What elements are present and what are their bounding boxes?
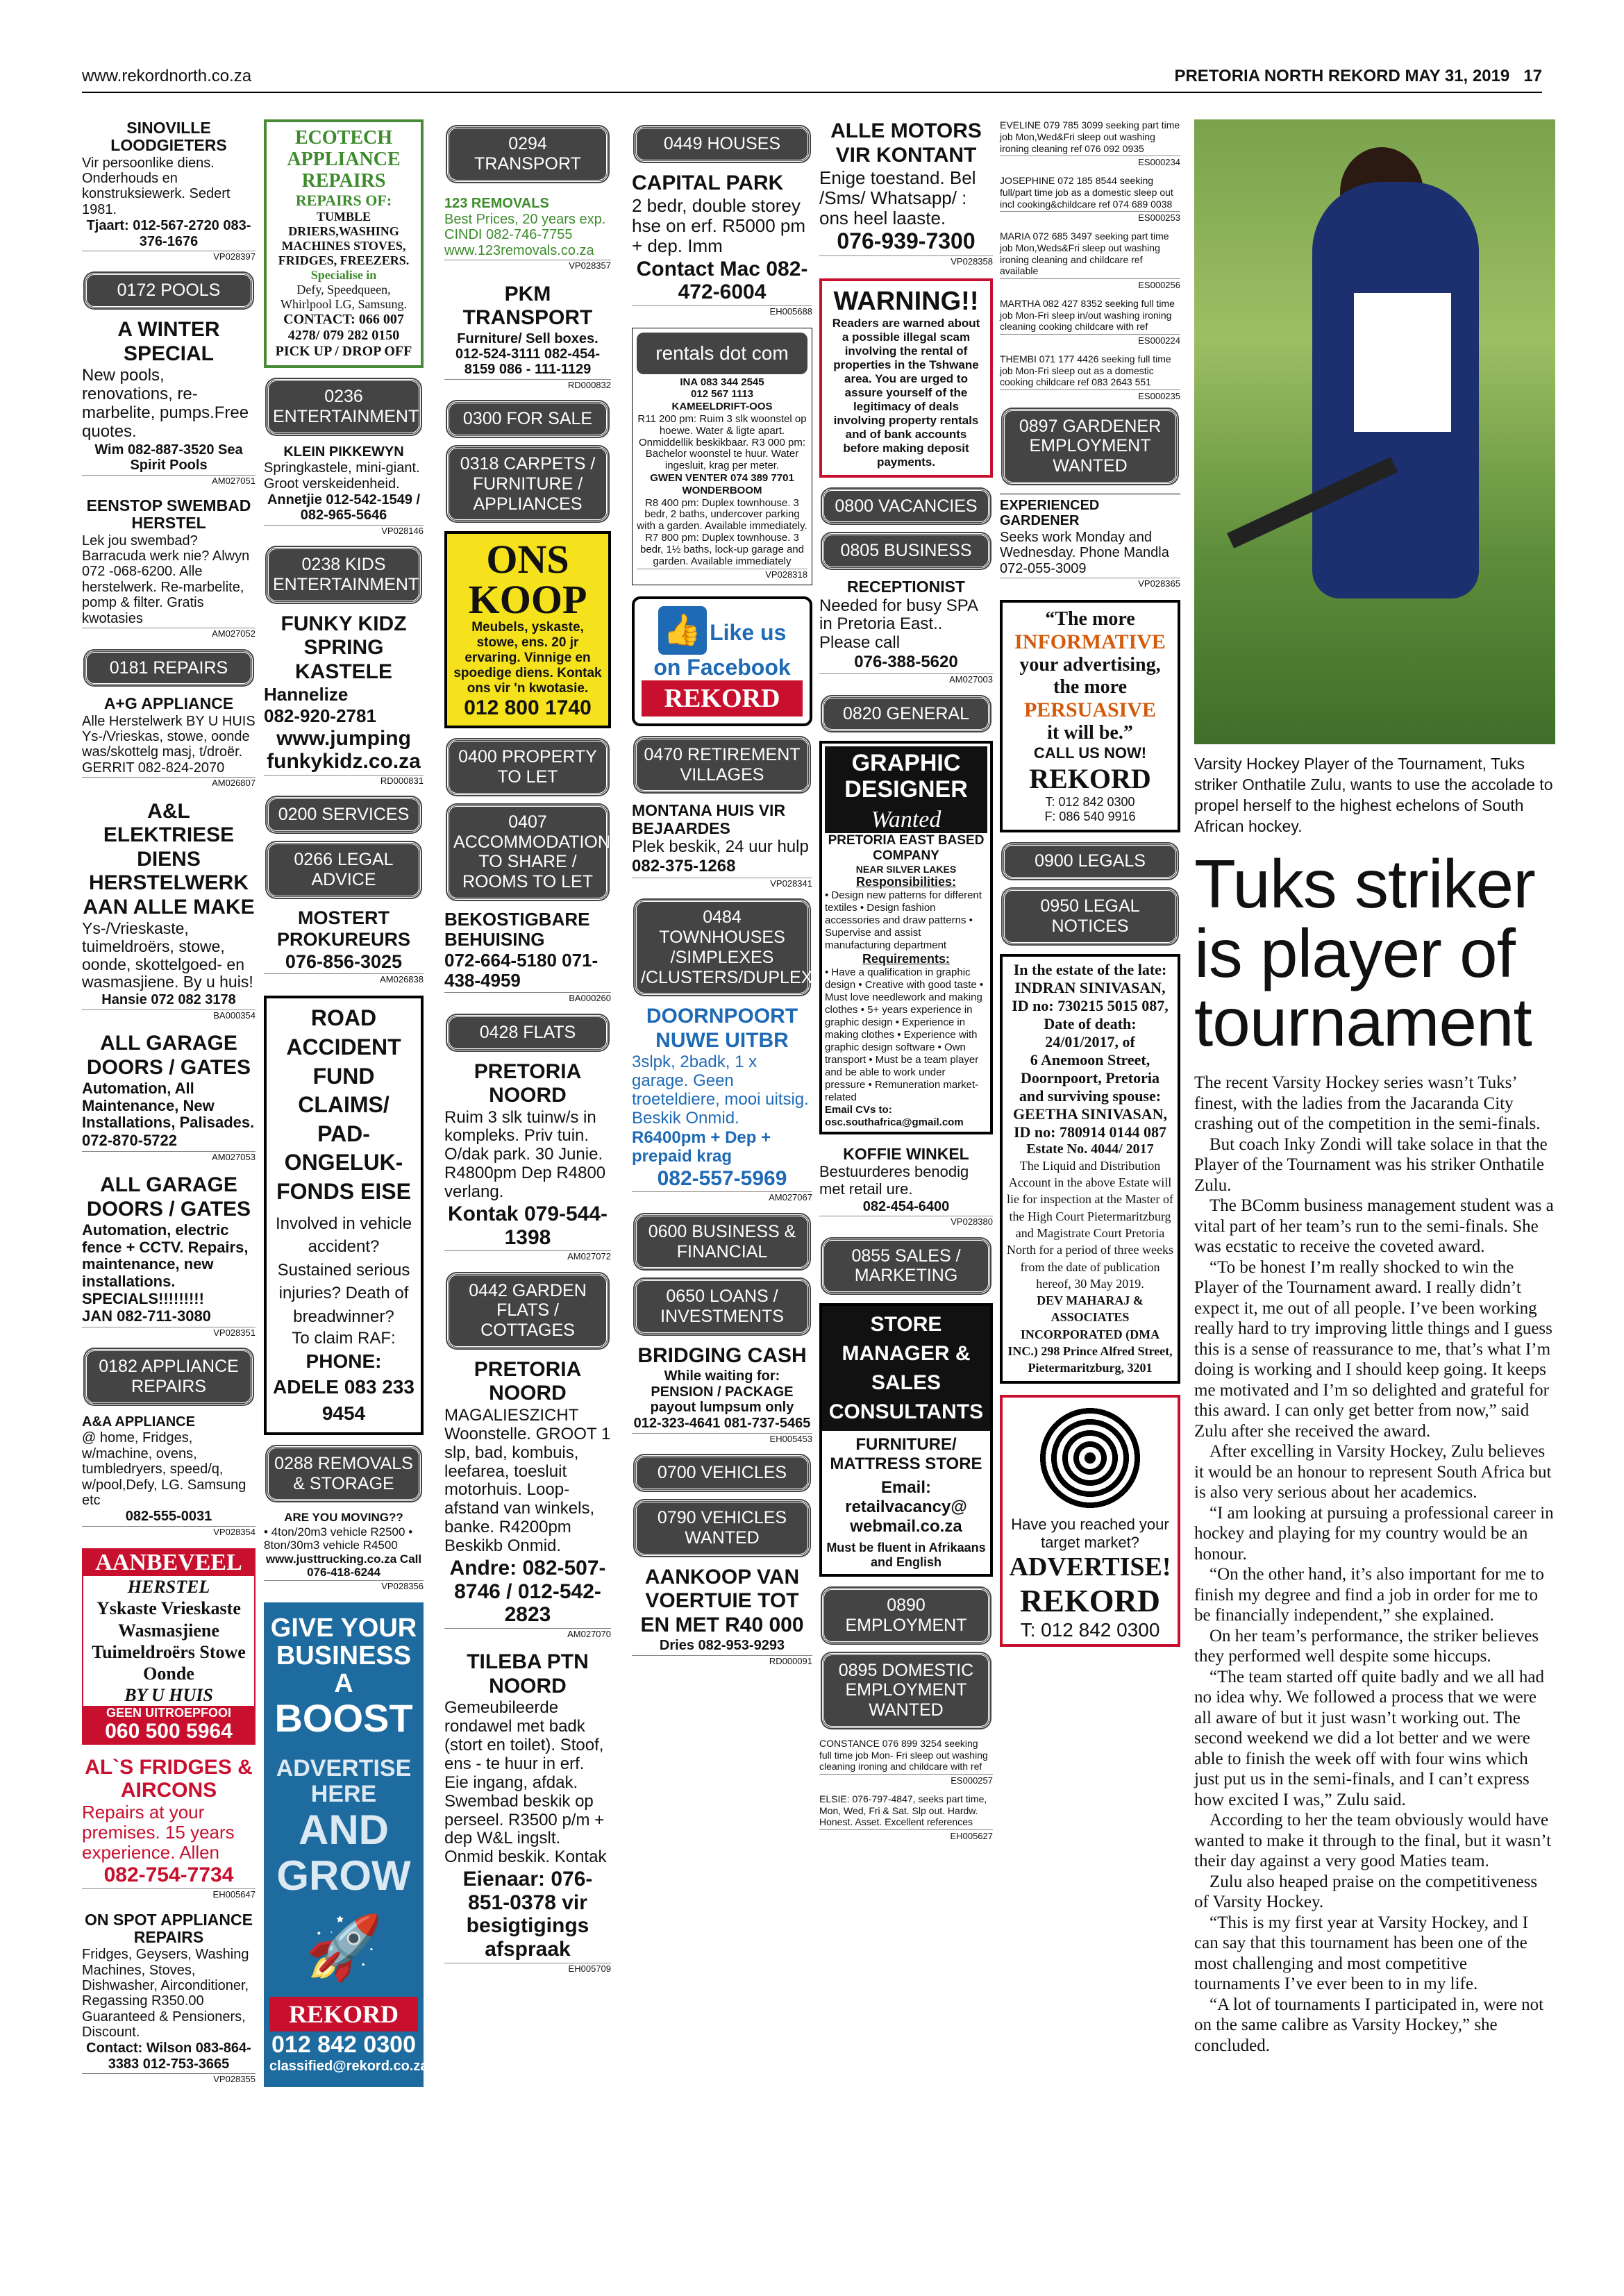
ad-als-fridges: AL`S FRIDGES & AIRCONS Repairs at your premises. 15 years experience. Allen 082-754-7734 EH005647 — [82, 1756, 256, 1900]
story-paragraph: According to her the team obviously would have wanted to make it through to the final, but it wasn’t their day against a very good Maties team. — [1194, 1811, 1552, 1871]
story-paragraph: “This is my first year at Varsity Hockey, and I can say that this tournament has been one of the most challenging and most competitive tournaments I’ve ever been to in my life. — [1194, 1913, 1528, 1994]
rentals-logo: rentals dot com — [637, 333, 807, 374]
category-general[interactable]: 0820 GENERAL — [822, 696, 990, 732]
story-paragraph: The BComm business management student was a vital part of her team’s run to the semi-finals. She was ecstatic to receive the coveted award. — [1194, 1196, 1554, 1257]
ad-garage-doors-2: ALL GARAGE DOORS / GATES Automation, electric fence + CCTV. Repairs, maintenance, new installations. SPECIALS!!!!!!!!! JAN 082-711-3080 VP028351 — [82, 1173, 256, 1338]
ad-on-spot: ON SPOT APPLIANCE REPAIRS Fridges, Geysers, Washing Machines, Stoves, Dishwasher, Airconditioner, Regassing R350.00 Guaranteed & Pensioners, Discount. Contact: Wilson 083-864-3383 012-753-3665 VP028355 — [82, 1910, 256, 2085]
ad-facebook[interactable]: 👍 Like us on Facebook REKORD — [632, 596, 812, 726]
page-number: 17 — [1523, 67, 1542, 85]
category-houses[interactable]: 0449 HOUSES — [635, 126, 810, 162]
column-6 — [1000, 119, 1180, 2240]
story-body — [1194, 1073, 1555, 2056]
story-paragraph: But coach Inky Zondi will take solace in that the Player of the Tournament was his striker Onthatile Zulu. — [1194, 1134, 1548, 1195]
masthead: PRETORIA NORTH REKORD MAY 31, 2019 17 — [1174, 67, 1542, 85]
ad-constance: CONSTANCE 076 899 3254 seeking full time job Mon- Fri sleep out washing cleaning ironing and childcare with ref ES000257 — [819, 1737, 993, 1786]
page-header — [82, 62, 1542, 90]
ad-estate-notice: In the estate of the late: INDRAN SINIVASAN, ID no: 730215 5015 087, Date of death: 24/01/2017, of 6 Anemoon Street, Doornpoort, Pretoria and surviving spouse: GEETHA SINIVASAN, ID no: 780914 0144 087 Estate No. 4044/ 2017 The Liquid and Distribution Account in the above Estate will lie for inspection at the Master of the High Court Pietermaritzburg and Magistrate Court Pretoria North for a period of three weeks from the date of publication hereof, 30 May 2019. DEV MAHARAJ & ASSOCIATES INCORPORATED (DMA INC.) 298 Prince Alfred Street, Pietermaritzburg, 3201 — [1000, 954, 1180, 1384]
story-headline: Tuks striker is player of tournament — [1194, 845, 1535, 1061]
story-paragraph: “The team started off quite badly and we all had no idea why. We followed a process that we were all aware of but it just wasn’t working out. The second weekend we did a lot better and we were able to finish the week off with four wins which just put us in the semi-finals, and I can’t express how excited I was,” Zulu said. — [1194, 1667, 1544, 1809]
category-loans[interactable]: 0650 LOANS / INVESTMENTS — [635, 1279, 810, 1334]
story-paragraph: “A lot of tournaments I participated in, were not on the same calibre as Varsity Hockey,” she concluded. — [1194, 1995, 1544, 2055]
category-flats[interactable]: 0428 FLATS — [447, 1015, 608, 1050]
category-vehicles-wanted[interactable]: 0790 VEHICLES WANTED — [635, 1500, 810, 1556]
ad-eveline: EVELINE 079 785 3099 seeking part time job Mon,Wed&Fri sleep out washing ironing cleaning ref 076 092 0935 ES000234 — [1000, 119, 1180, 168]
column-3 — [444, 119, 611, 2240]
ad-the-more: “The more INFORMATIVE your advertising, the more PERSUASIVE it will be.” CALL US NOW! REKORD T: 012 842 0300 F: 086 540 9916 — [1000, 600, 1180, 832]
category-legal-notices[interactable]: 0950 LEGAL NOTICES — [1003, 889, 1178, 944]
story-photo — [1194, 119, 1555, 744]
ad-ag-appliance: A+G APPLIANCE Alle Herstelwerk BY U HUIS Ys-/Vrieskas, stowe, oonde was/skottelg masj, t/droër. GERRIT 082-824-2070 AM026807 — [82, 694, 256, 789]
ad-mostert: MOSTERT PROKUREURS 076-856-3025 AM026838 — [264, 907, 424, 985]
category-kids-entertainment[interactable]: 0238 KIDS ENTERTAINMENT — [267, 547, 421, 603]
site-url[interactable]: www.rekordnorth.co.za — [82, 67, 252, 85]
ad-aanbeveel: AANBEVEEL HERSTEL Yskaste Vrieskaste Wasmasjiene Tuimeldroërs Stowe Oonde BY U HUIS GEEN UITROEPFOOI 060 500 5964 — [82, 1548, 256, 1745]
category-property-to-let[interactable]: 0400 PROPERTY TO LET — [447, 739, 608, 795]
category-carpets-furniture[interactable]: 0318 CARPETS / FURNITURE / APPLIANCES — [447, 446, 608, 521]
ad-aa-appliance: A&A APPLIANCE @ home, Fridges, w/machine, ovens, tumbledryers, speed/q, w/pool,Defy, LG. Samsung etc 082-555-0031 VP028354 — [82, 1414, 256, 1537]
ad-doornpoort: DOORNPOORT NUWE UITBR 3slpk, 2badk, 1 x garage. Geen troeteldiere, mooi uitsig. Beskik Onmid. R6400pm + Dep + prepaid krag 082-557-5969 AM027067 — [632, 1005, 812, 1203]
category-pools[interactable]: 0172 POOLS — [85, 273, 253, 308]
category-removals-storage[interactable]: 0288 REMOVALS & STORAGE — [267, 1446, 421, 1502]
ad-alle-motors: ALLE MOTORS VIR KONTANT Enige toestand. Bel /Sms/ Whatsapp/ : ons heel laaste. 076-939-7300 VP028358 — [819, 119, 993, 267]
ad-pretoria-noord-1: PRETORIA NOORD Ruim 3 slk tuinw/s in kompleks. Priv tuin. O/dak park. 30 Junie. R4800pm Dep R4800 verlang. Kontak 079-544-1398 AM027072 — [444, 1059, 611, 1262]
category-business[interactable]: 0805 BUSINESS — [822, 533, 990, 569]
ad-bridging-cash: BRIDGING CASH While waiting for: PENSION / PACKAGE payout lumpsum only 012-323-4641 081-737-5465 EH005453 — [632, 1344, 812, 1445]
category-sales-marketing[interactable]: 0855 SALES / MARKETING — [822, 1239, 990, 1294]
ad-receptionist: RECEPTIONIST Needed for busy SPA in Pretoria East.. Please call 076-388-5620 AM027003 — [819, 578, 993, 685]
ad-pkm: PKM TRANSPORT Furniture/ Sell boxes. 012-524-3111 082-454- 8159 086 - 111-1129 RD000832 — [444, 283, 611, 391]
category-gardener[interactable]: 0897 GARDENER EMPLOYMENT WANTED — [1003, 409, 1178, 484]
ad-garage-doors-1: ALL GARAGE DOORS / GATES Automation, All Maintenance, New Installations, Palisades. 072-870-5722 AM027053 — [82, 1032, 256, 1162]
category-legals[interactable]: 0900 LEGALS — [1003, 844, 1178, 879]
ad-road-accident-fund: ROAD ACCIDENT FUND CLAIMS/ PAD-ONGELUK-FONDS EISE Involved in vehicle accident? Sustained serious injuries? Death of breadwinner? To claim RAF: PHONE: ADELE 083 233 9454 — [264, 996, 424, 1435]
ad-bekostigbare: BEKOSTIGBARE BEHUISING 072-664-5180 071- 438-4959 BA000260 — [444, 908, 611, 1004]
ad-warning: WARNING!! Readers are warned about a possible illegal scam involving the rental of properties in the Tshwane area. You are urged to assure yourself of the legitimacy of deals involving property rentals and of bank accounts before making deposit payments. — [819, 278, 993, 478]
column-2 — [264, 119, 428, 2240]
category-employment[interactable]: 0890 EMPLOYMENT — [822, 1588, 990, 1643]
category-repairs[interactable]: 0181 REPAIRS — [85, 651, 253, 686]
column-4 — [632, 119, 836, 2240]
category-entertainment[interactable]: 0236 ENTERTAINMENT — [267, 379, 421, 435]
column-1 — [82, 119, 256, 2240]
ad-ecotech: ECOTECH APPLIANCE REPAIRS REPAIRS OF: TUMBLE DRIERS,WASHING MACHINES STOVES, FRIDGES, FREEZERS. Specialise in Defy, Speedqueen, Whirlpool LG, Samsung. CONTACT: 066 007 4278/ 079 282 0150 PICK UP / DROP OFF — [264, 119, 424, 368]
ad-are-you-moving: ARE YOU MOVING?? • 4ton/20m3 vehicle R2500 • 8ton/30m3 vehicle R4500 www.justtrucking.co.za Call 076-418-6244 VP028356 — [264, 1511, 424, 1591]
column-5 — [819, 119, 993, 2240]
ad-graphic-designer: GRAPHIC DESIGNER Wanted PRETORIA EAST BASED COMPANY NEAR SILVER LAKES Responsibilities: • Design new patterns for different textiles • Design fashion accessories and draw patterns • Supervise and assist manufacturing department Requirements: • Have a qualification in graphic design • Creative with good taste • Must love needlework and making clothes • 5+ years experience in graphic design • Experience in making clothes • Experience with graphic design software • Own transport • Must be a team player and be able to work under pressure • Remuneration market-related Email CVs to: osc.southafrica@gmail.com — [819, 741, 993, 1134]
header-rule — [82, 92, 1542, 93]
ad-gardener: EXPERIENCED GARDENER Seeks work Monday and Wednesday. Phone Mandla 072-055-3009 VP028365 — [1000, 494, 1180, 589]
ad-montana: MONTANA HUIS VIR BEJAARDES Plek beskik, 24 uur hulp 082-375-1268 VP028341 — [632, 801, 812, 889]
category-for-sale[interactable]: 0300 FOR SALE — [447, 401, 608, 437]
category-services[interactable]: 0200 SERVICES — [267, 797, 421, 832]
category-appliance-repairs[interactable]: 0182 APPLIANCE REPAIRS — [85, 1349, 253, 1405]
thumbs-up-icon: 👍 — [658, 606, 707, 655]
category-townhouses[interactable]: 0484 TOWNHOUSES /SIMPLEXES /CLUSTERS/DUPLEXES — [635, 900, 810, 995]
story-column — [1194, 119, 1555, 2240]
ad-eenstop: EENSTOP SWEMBAD HERSTEL Lek jou swembad? Barracuda werk nie? Alwyn 072 -068-6200. Alle herstelwerk. Re-marbelite, pomp & filter. Gratis kwotasies AM027052 — [82, 496, 256, 639]
story-paragraph: “On the other hand, it’s also important for me to finish my degree and find a job in order for me to be financially independent,” she explained. — [1194, 1565, 1544, 1625]
category-retirement[interactable]: 0470 RETIREMENT VILLAGES — [635, 737, 810, 793]
ad-martha: MARTHA 082 427 8352 seeking full time job Mon-Fri sleep in/out washing ironing cleaning cooking childcare with ref ES000224 — [1000, 297, 1180, 346]
ad-josephine: JOSEPHINE 072 185 8544 seeking full/part time job as a domestic sleep out incl cooking&childcare ref 074 689 0038 ES000253 — [1000, 174, 1180, 224]
ad-sinoville: SINOVILLE LOODGIETERS Vir persoonlike diens. Onderhouds en konstruksiewerk. Sedert 1981. Tjaart: 012-567-2720 083-376-1676 VP028397 — [82, 119, 256, 262]
rocket-icon: 🚀 — [304, 1913, 383, 1984]
story-paragraph: On her team’s performance, the striker believes they performed well despite some hiccups. — [1194, 1626, 1539, 1666]
category-vehicles[interactable]: 0700 VEHICLES — [635, 1455, 810, 1491]
ad-capital-park: CAPITAL PARK 2 bedr, double storey hse on erf. R5000 pm + dep. Imm Contact Mac 082-472-6004 EH005688 — [632, 171, 812, 317]
ad-ons-koop: ONS KOOP Meubels, yskaste, stowe, ens. 20 jr ervaring. Vinnige en spoedige diens. Kontak ons vir 'n kwotasie. 012 800 1740 — [444, 531, 611, 728]
ad-winter-special: A WINTER SPECIAL New pools, renovations, re-marbelite, pumps.Free quotes. Wim 082-887-3520 Sea Spirit Pools AM027051 — [82, 318, 256, 486]
ad-boost: GIVE YOUR BUSINESS A BOOST ADVERTISE HERE AND GROW 🚀 REKORD 012 842 0300 classified@rekord.co.za — [264, 1602, 424, 2087]
story-paragraph: “To be honest I’m really shocked to win the Player of the Tournament award. I really didn’t expect it, me out of all people. I’ve been working really hard to try improving little things and I guess this is a sense of reassurance to me, that’s what I’m doing is working and I should keep going. It keeps me motivated and I’m so delighted and grateful for this award. I can only get better from now,” said Zulu after she received the award. — [1194, 1257, 1552, 1441]
story-paragraph: Zulu also heaped praise on the competitiveness of Varsity Hockey. — [1194, 1872, 1538, 1912]
category-legal-advice[interactable]: 0266 LEGAL ADVICE — [267, 842, 421, 898]
category-transport[interactable]: 0294 TRANSPORT — [447, 126, 608, 182]
photo-caption: Varsity Hockey Player of the Tournament, Tuks striker Onthatile Zulu, wants to use the accolade to propel herself to the highest echelons of South African hockey. — [1194, 755, 1553, 835]
ad-thembi: THEMBI 071 177 4426 seeking full time job Mon-Fri sleep out as a domestic cooking childcare ref 083 2643 551 ES000235 — [1000, 353, 1180, 402]
ad-elsie: ELSIE: 076-797-4847, seeks part time, Mon, Wed, Fri & Sat. Slp out. Hardw. Honest. Asset. Excellent references EH005627 — [819, 1793, 993, 1842]
ad-aankoop: AANKOOP VAN VOERTUIE TOT EN MET R40 000 Dries 082-953-9293 RD000091 — [632, 1566, 812, 1666]
category-domestic-employment[interactable]: 0895 DOMESTIC EMPLOYMENT WANTED — [822, 1653, 990, 1728]
story-paragraph: “I am looking at pursuing a professional career in hockey and playing for my country would be an honour. — [1194, 1503, 1554, 1564]
category-business-financial[interactable]: 0600 BUSINESS & FINANCIAL — [635, 1214, 810, 1270]
category-vacancies[interactable]: 0800 VACANCIES — [822, 489, 990, 524]
story-paragraph: After excelling in Varsity Hockey, Zulu believes it would be an honour to represent South Africa but is also very serious about her academics. — [1194, 1442, 1552, 1502]
category-accommodation[interactable]: 0407 ACCOMMODATION TO SHARE / ROOMS TO LET — [447, 805, 608, 900]
category-garden-flats[interactable]: 0442 GARDEN FLATS / COTTAGES — [447, 1273, 608, 1348]
ad-funky-kidz: FUNKY KIDZ SPRING KASTELE Hannelize 082-920-2781 www.jumping funkykidz.co.za RD000831 — [264, 612, 424, 786]
ad-pretoria-noord-2: PRETORIA NOORD MAGALIESZICHT Woonstelle. GROOT 1 slp, bad, kombuis, leefarea, toesluit motorhuis. Loop-afstand van winkels, banke. R4200pm Beskikb Onmid. Andre: 082-507-8746 / 012-542-2823 AM027070 — [444, 1357, 611, 1639]
target-icon — [1038, 1406, 1142, 1510]
ad-maria: MARIA 072 685 3497 seeking part time job Mon,Weds&Fri sleep out washing ironing cleaning and childcare ref available ES000256 — [1000, 230, 1180, 291]
ad-store-manager: STORE MANAGER & SALES CONSULTANTS FURNITURE/ MATTRESS STORE Email: retailvacancy@ webmail.co.za Must be fluent in Afrikaans and English — [819, 1303, 993, 1577]
ad-123-removals: 123 REMOVALS Best Prices, 20 years exp. CINDI 082-746-7755 www.123removals.co.za VP028357 — [444, 195, 611, 271]
ad-al-elektriese: A&L ELEKTRIESE DIENS HERSTELWERK AAN ALLE MAKE Ys-/Vrieskaste, tuimeldroërs, stowe, oonde, skottelgoed- en wasmasjiene. By u huis! Hansie 072 082 3178 BA000354 — [82, 799, 256, 1021]
ad-klein-pikkewyn: KLEIN PIKKEWYN Springkastele, mini-giant. Groot verskeidenheid. Annetjie 012-542-1549 / 082-965-5646 VP028146 — [264, 444, 424, 536]
ad-target-market: Have you reached your target market? ADVERTISE! REKORD T: 012 842 0300 — [1000, 1395, 1180, 1647]
ad-koffie-winkel: KOFFIE WINKEL Bestuurderes benodig met retail ure. 082-454-6400 VP028380 — [819, 1145, 993, 1227]
ad-tileba: TILEBA PTN NOORD Gemeubileerde rondawel met badk (stort en toilet). Stoof, ens - te huur in erf. Eie ingang, afdak. Swembad beskik op perseel. R3500 p/m + dep W&L ingslt. Onmid beskik. Kontak Eienaar: 076-851-0378 vir besigtigings afspraak EH005709 — [444, 1650, 611, 1974]
story-paragraph: The recent Varsity Hockey series wasn’t Tuks’ finest, with the ladies from the Jacaranda City crashing out of the competition in the semi-finals. — [1194, 1073, 1541, 1134]
ad-rentals-dot-com: rentals dot com INA 083 344 2545 012 567 1113 KAMEELDRIFT-OOS R11 200 pm: Ruim 3 slk woonstel op hoewe. Water & ligte apart. Onmiddellik beskikbaar. R3 000 pm: Bachelor woonstel te huur. Water ingesluit, krag per meter. GWEN VENTER 074 389 7701 WONDERBOOM R8 400 pm: Duplex townhouse. 3 bedr, 2 baths, undercover parking with a garden. Available immediately. R7 800 pm: Duplex townhouse. 3 bedr, 1½ baths, lock-up garage and garden. Available immediately VP028318 — [632, 328, 812, 585]
